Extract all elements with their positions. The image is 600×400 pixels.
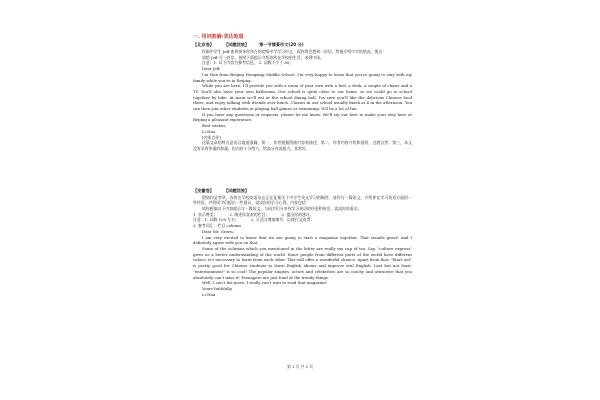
section-1-header — [193, 42, 412, 48]
letter-salutation: Dear Mr. Green, — [202, 228, 235, 234]
letter-closing: Yours faithfully, — [202, 285, 233, 291]
prompt-line: 请给 Jeff 写一封信，按照下面提示介绍你所在学校的生活，来到中国。 — [202, 54, 324, 60]
letter-signature: Li Hua — [202, 128, 216, 134]
letter-paragraph: I am very excited to know that we are going to start a magazine together. That sounds great! And I definitely agree with you on that. — [193, 234, 412, 246]
blank-space — [193, 152, 412, 186]
content-point: 1. 表示赞美； — [193, 211, 218, 217]
review-tag: 【试题回放】 — [223, 42, 250, 47]
exam-tag: 【安徽卷】 — [193, 187, 214, 193]
note-point: 注意：1. 词数 100 左右； — [193, 217, 239, 223]
page-footer: 第 1 页 共 2 页 — [286, 364, 314, 369]
letter-signature: Li Hua — [202, 291, 216, 297]
content-point: 3. 提出你的建议。 — [281, 211, 314, 217]
note-point: 2. 可适当增加细节，以使行文连贯； — [250, 217, 315, 223]
letter-closing: Best wishes, — [202, 123, 227, 129]
page-content — [193, 33, 412, 297]
exam-tag: 【北京卷】 — [193, 42, 214, 47]
section-2-header — [193, 188, 412, 194]
comment-label: [名师点评] — [202, 134, 221, 140]
section-heading: 一. 用词准确·表达地道 — [193, 34, 244, 40]
prompt-line: 注意：1. 以下内容为参考信息。 2. 词数不少于 80。 — [202, 60, 294, 66]
letter-paragraph: While you are here, I'll provide you with a room of your own with a bed, a desk, a couple of chairs and a TV. You'll also have your own bathroom. Our school is quite close to our home, so we could go to school together by bike. At noon we'll eat at the school dining hall. I'm sure you'll like the delicious Chinese food there, and enjoy talking with friends over lunch. Classes in our school usually finish at 4 in the afternoon. You can then join other students in playing ball games or swimming. It'll be a lot of fun. — [193, 83, 412, 112]
comment-text: 这篇文章的特点是语言地道准确，第一，作者根据图画内容来描述，第二，作者内容介绍和说明，过渡自然；第三，本文没有采用华丽的辞藻，但内容十分给力，给高分有说服力，非常好。 — [193, 140, 412, 151]
letter-paragraph: If you have any questions or requests, please let me know. We'll try our best to make your stay here at Beijing a pleasant experience. — [193, 111, 412, 123]
review-tag: 【试题回放】 — [223, 187, 250, 193]
document-page — [150, 0, 450, 400]
note-point: 3. 参考词汇：栏目 column — [193, 223, 241, 229]
content-point: 2. 阐述你喜欢的栏目； — [229, 211, 270, 217]
letter-paragraph: Well, I can't list more. I really can't wait to read that magazine! — [202, 280, 328, 286]
prompt-line: 假如你是李华，你所在学校英语杂志正在征集关于中学生英文学习的稿件，请你写一篇短文，介绍你在学习英语方面的一些经验，并给同学们提出一些建议，谈谈你的学习心得。内容包括： — [193, 194, 412, 206]
task-tag: 第一节情景作文(20 分) — [259, 42, 304, 47]
letter-salutation: Dear Jeff, — [202, 66, 221, 72]
prompt-line: 请你根据以下内容提示写一篇短文，与同学们分享你学习英语的经验和体会，谈谈你的看法。 — [202, 206, 362, 212]
letter-paragraph: Some of the columns which you mentioned in the letter are really my cup of tea. Say, "culture express" gives us a better understanding of the world. Since people from different parts of the world have different values, it's necessary to learn from each other. This will offer a wonderful chance. Apart from that, "blurt out" is pretty good for Chinese students to learn English idioms and improve oral English. Last but not least, "entertainment" is so cool! The popular singers, actors and celebrities are so catchy and attractive that you absolutely can't miss it! Teenagers are just fond of the trendy things. — [193, 245, 412, 280]
letter-paragraph: I'm Hua from Beijing Hongxing Middle School. I'm very happy to learn that you're going to stay with my family while you're in Beijing. — [193, 71, 412, 83]
prompt-line: 你刚中学生 Jeff 即将要来你所在的初级中学学习中文，现你将会想到一封信，给他介绍中学的情况。要点： — [202, 49, 387, 54]
